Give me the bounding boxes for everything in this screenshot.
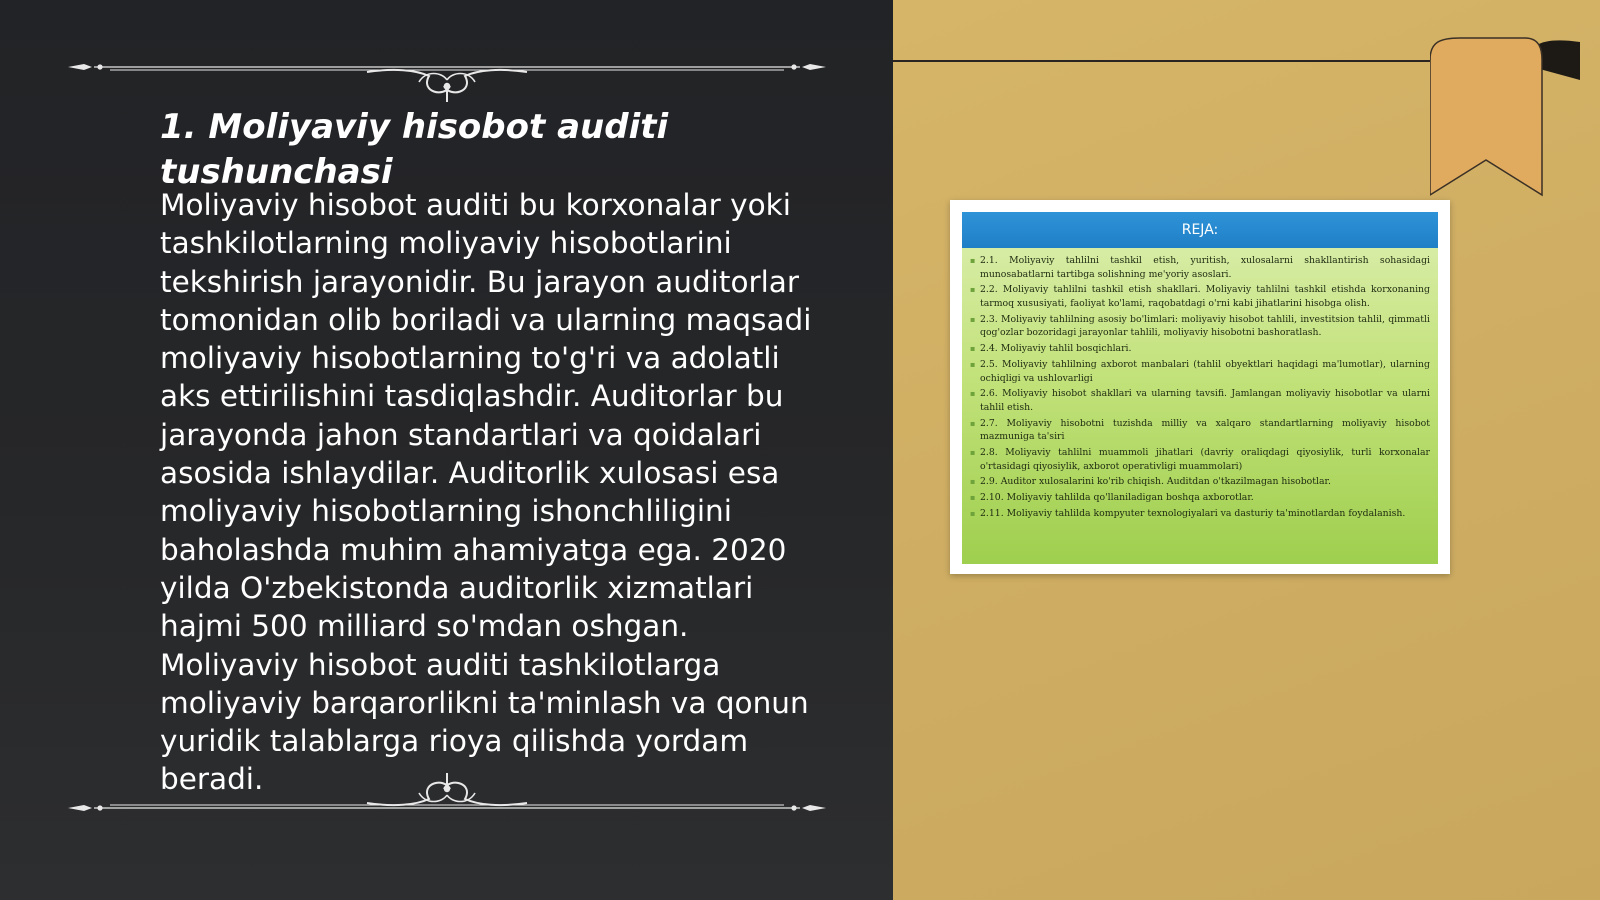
page-title: 1. Moliyaviy hisobot auditi tushunchasi — [160, 107, 669, 192]
list-item: ▪ 2.11. Moliyaviy tahlilda kompyuter texnologiyalari va dasturiy ta'minotlardan foydalanish. — [980, 507, 1430, 521]
list-item: ▪ 2.7. Moliyaviy hisobotni tuzishda milliy va xalqaro standartlarning moliyaviy hisobot mazmuniga ta'siri — [980, 417, 1430, 444]
body-paragraph: Moliyaviy hisobot auditi bu korxonalar yoki tashkilotlarning moliyaviy hisobotlarini tekshirish jarayonidir. Bu jarayon auditorlar tomonidan olib boriladi va ularning maqsadi moliyaviy hisobotlarning to'g'ri va adolatli aks ettirilishini tasdiqlashdir. Auditorlar bu jarayonda jahon standartlari va qoidalari asosida ishlaydilar. Auditorlik xulosasi esa moliyaviy hisobotlarning ishonchliligini baholashda muhim ahamiyatga ega. 2020 yilda O'zbekistonda auditorlik xizmatlari hajmi 500 milliard so'mdan oshgan. Moliyaviy hisobot auditi tashkilotlarga moliyaviy barqarorlikni ta'minlash va qonun yuridik talablarga rioya qilishda yordam beradi. — [160, 188, 812, 797]
slide-thumbnail — [962, 212, 1438, 564]
list-item: ▪ 2.1. Moliyaviy tahlilni tashkil etish, yuritish, xulosalarni shakllantirish sohasidagi munosabatlarni tartibga solishning me'yoriy asoslari. — [980, 254, 1430, 281]
list-item: ▪ 2.3. Moliyaviy tahlilning asosiy bo'limlari: moliyaviy hisobot tahlili, investitsion tahlil, qimmatli qog'ozlar bozoridagi jarayonlar tahlili, moliyaviy hisobotni bashoratlash. — [980, 313, 1430, 340]
list-item: ▪ 2.9. Auditor xulosalarini ko'rib chiqish. Auditdan o'tkazilmagan hisobotlar. — [980, 475, 1430, 489]
list-item: ▪ 2.6. Moliyaviy hisobot shakllari va ularning tavsifi. Jamlangan moliyaviy hisobotlar va ularni tahlil etish. — [980, 387, 1430, 414]
slide-plan-list — [962, 248, 1438, 521]
list-item: ▪ 2.4. Moliyaviy tahlil bosqichlari. — [980, 342, 1430, 356]
ornament-divider-bottom-icon — [64, 770, 830, 830]
ornament-divider-top-icon — [64, 42, 830, 102]
list-item: ▪ 2.8. Moliyaviy tahlilni muammoli jihatlari (davriy oraliqdagi qiyosiylik, turli korxonalar o'rtasidagi qiyosiylik, axborot operativligi muammolari) — [980, 446, 1430, 473]
slide-image-frame — [950, 200, 1450, 574]
list-item: ▪ 2.2. Moliyaviy tahlilni tashkil etish shakllari. Moliyaviy tahlilni tashkil etishda korxonaning tarmoq xususiyati, faoliyat ko'lami, raqobatdagi o'rni kabi jihatlarini hisobga olish. — [980, 283, 1430, 310]
list-item: ▪ 2.5. Moliyaviy tahlilning axborot manbalari (tahlil obyektlari haqidagi ma'lumotlar), ularning ochiqligi va ushlovarligi — [980, 358, 1430, 385]
bookmark-ribbon-icon — [1430, 30, 1600, 205]
decorative-divider-line — [893, 60, 1453, 62]
list-item: ▪ 2.10. Moliyaviy tahlilda qo'llaniladigan boshqa axborotlar. — [980, 491, 1430, 505]
slide-header: REJA: — [962, 212, 1438, 248]
